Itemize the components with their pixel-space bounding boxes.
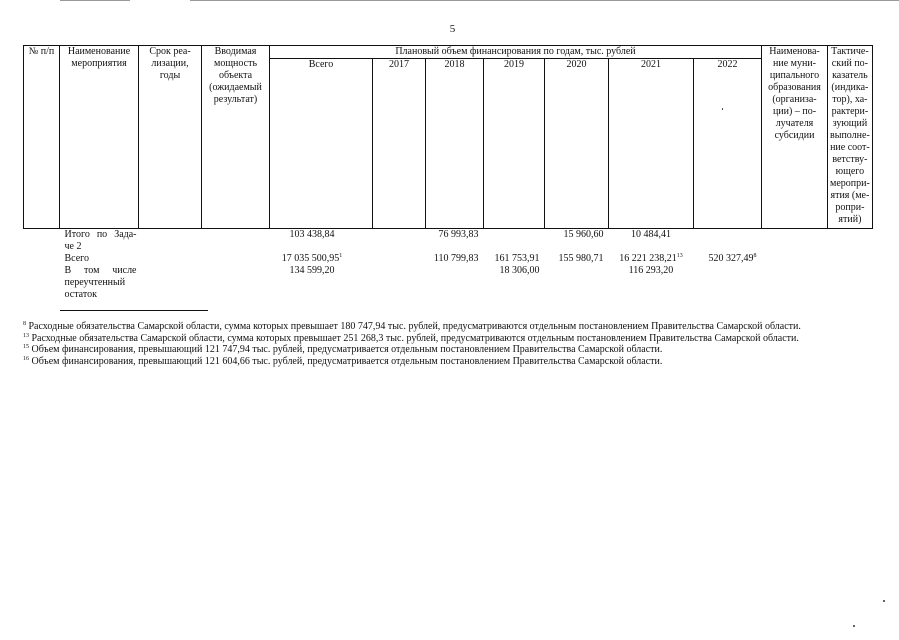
footnote-mark: 16 xyxy=(23,355,29,362)
cell-2017 xyxy=(373,265,426,301)
page-number: 5 xyxy=(449,23,456,35)
table-row-carried-balance xyxy=(24,265,873,301)
footnote xyxy=(23,344,893,356)
header-num: № п/п xyxy=(24,46,60,229)
cell-2018: 76 993,83 xyxy=(438,229,479,240)
cell-2020: 155 980,71 xyxy=(558,253,604,264)
header-plan-group: Плановый объем финансирования по годам, тыс. рублей xyxy=(270,46,762,59)
cell-2022: 520 327,49$^8$ xyxy=(708,253,757,264)
cell-2018: 110 799,83 xyxy=(433,253,479,264)
cell-total: 17 035 500,95$^1$ xyxy=(281,253,343,264)
header-year-2020: 2020 xyxy=(545,59,609,229)
footnote-text: Объем финансирования, превышающий 121 747,94 тыс. рублей, предусматривается отдельным постановлением Правительства Самарской области. xyxy=(31,344,663,355)
header-recipient: Наименова-ние муни-ципального образования (организа-ции) – по-лучателя субсидии xyxy=(762,46,828,229)
header-year-2017: 2017 xyxy=(373,59,426,229)
cell-2020 xyxy=(545,265,609,301)
cell-2017 xyxy=(373,253,426,265)
cell-2022 xyxy=(694,229,762,253)
table-row-grand-total xyxy=(24,253,873,265)
footnote-text: Расходные обязательства Самарской области, сумма которых превышает 180 747,94 тыс. рублей, предусматриваются отдельным постановлением Правительства Самарской области. xyxy=(28,321,801,332)
cell-2019 xyxy=(484,229,545,253)
header-year-2018: 2018 xyxy=(426,59,484,229)
cell-2019: 161 753,91 xyxy=(494,253,540,264)
header-indicator: Тактиче-ский по-казатель (индика-тор), ха-рактери-зующий выполне-ние соот-ветству-ющего меропри-ятия (ме-ропри-ятий) xyxy=(828,46,873,229)
footnote xyxy=(23,321,893,333)
row-label: Итого по Зада-че 2 xyxy=(64,229,137,252)
header-year-2019: 2019 xyxy=(484,59,545,229)
cell-2020: 15 960,60 xyxy=(563,229,604,240)
cell-2021: 16 221 238,21$^{13}$ xyxy=(619,253,683,264)
footnote-separator xyxy=(60,310,208,311)
header-name: Наименование мероприятия xyxy=(60,46,139,229)
scan-speck xyxy=(853,625,855,627)
footnote xyxy=(23,356,893,368)
row-label: В том числе переучтенный остаток xyxy=(64,265,137,300)
footnote-mark: 15 xyxy=(23,344,29,350)
header-term: Срок реа-лизации, годы xyxy=(139,46,202,229)
cell-2017 xyxy=(373,229,426,253)
scan-edge-line xyxy=(190,0,899,1)
footnote-mark: 8 xyxy=(23,321,26,327)
cell-total: 134 599,20 xyxy=(289,265,335,276)
scan-edge-line xyxy=(60,0,130,1)
header-total: Всего xyxy=(270,59,373,229)
cell-2018 xyxy=(426,265,484,301)
footnote xyxy=(23,333,893,345)
header-capacity: Вводимая мощность объекта (ожидаемый результат) xyxy=(202,46,270,229)
table-row-total-task2 xyxy=(24,229,873,253)
row-label: Всего xyxy=(64,253,90,264)
scan-speck xyxy=(722,108,723,110)
header-year-2021: 2021 xyxy=(609,59,694,229)
scan-speck xyxy=(883,600,885,602)
cell-2022 xyxy=(694,265,762,301)
footnotes-list xyxy=(23,321,893,367)
footnote-text: Объем финансирования, превышающий 121 604,66 тыс. рублей, предусматривается отдельным постановлением Правительства Самарской области. xyxy=(31,355,663,367)
header-year-2022: 2022 xyxy=(694,59,762,229)
cell-2021: 116 293,20 xyxy=(628,265,674,276)
financing-table xyxy=(23,45,873,301)
cell-2021: 10 484,41 xyxy=(631,229,671,240)
footnote-text: Расходные обязательства Самарской области, сумма которых превышает 251 268,3 тыс. рублей, предусматриваются отдельным постановлением Правительства Самарской области. xyxy=(31,332,799,344)
cell-2019: 18 306,00 xyxy=(499,265,540,276)
cell-total: 103 438,84 xyxy=(289,229,335,240)
footnote-mark: 13 xyxy=(23,332,29,339)
